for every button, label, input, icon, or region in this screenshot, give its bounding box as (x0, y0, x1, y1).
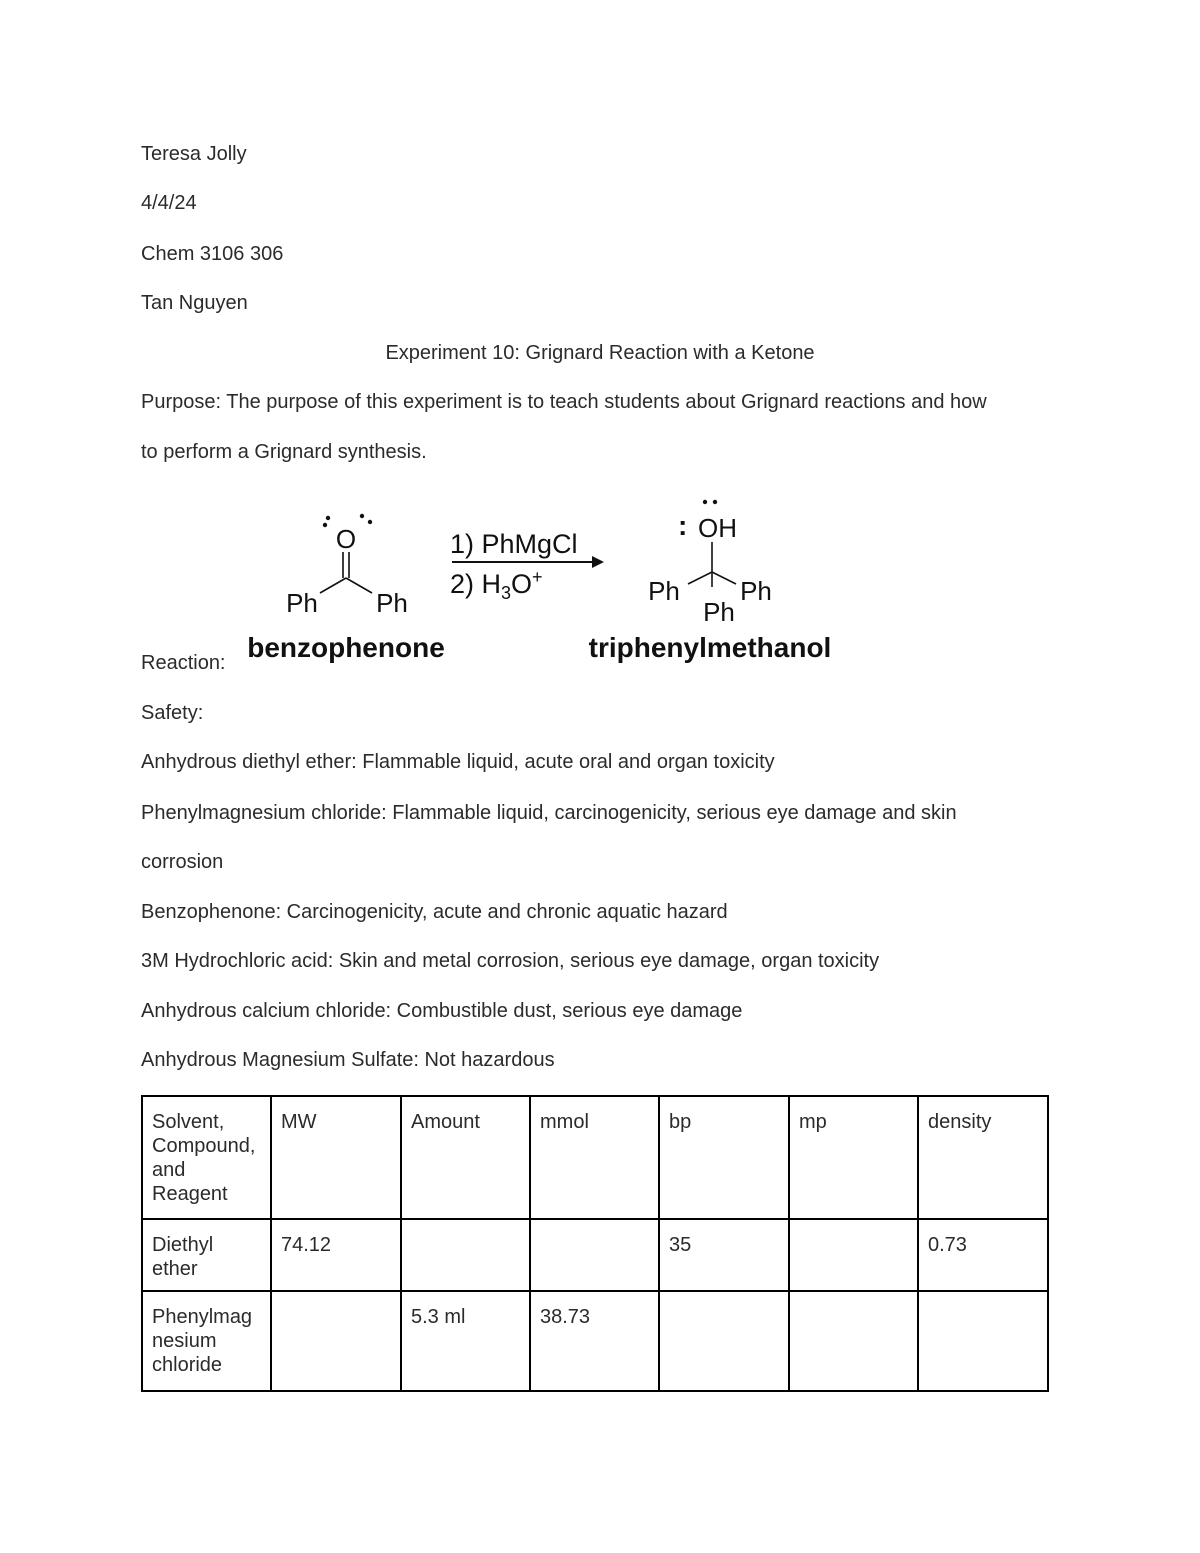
reactant-oxygen-label: O (335, 524, 357, 554)
reaction-scheme-graphic (240, 490, 860, 670)
table-cell (271, 1291, 401, 1391)
table-cell: 5.3 ml (401, 1291, 530, 1391)
author-name: Teresa Jolly (141, 143, 247, 165)
reagent-step-1: 1) PhMgCl (450, 529, 578, 559)
reagent-table (141, 1095, 1049, 1392)
safety-item: 3M Hydrochloric acid: Skin and metal corrosion, serious eye damage, organ toxicity (141, 950, 880, 972)
table-cell (659, 1291, 789, 1391)
table-cell: 38.73 (530, 1291, 659, 1391)
safety-item: Anhydrous diethyl ether: Flammable liquid, acute oral and organ toxicity (141, 751, 775, 773)
safety-item: corrosion (141, 851, 224, 873)
reaction-scheme (240, 490, 860, 670)
table-cell (789, 1219, 918, 1291)
table-header-cell: MW (271, 1096, 401, 1219)
table-header-cell: Solvent, Compound, and Reagent (142, 1096, 271, 1219)
purpose-line-2: to perform a Grignard synthesis. (141, 441, 427, 463)
safety-item: Phenylmagnesium chloride: Flammable liquid, carcinogenicity, serious eye damage and skin (141, 802, 957, 824)
page-title: Experiment 10: Grignard Reaction with a Ketone (385, 342, 815, 364)
table-cell (530, 1219, 659, 1291)
product-right-phenyl: Ph (740, 576, 772, 606)
triphenylmethanol-structure (589, 500, 832, 663)
table-header-row (142, 1096, 1048, 1219)
table-header-cell: mp (789, 1096, 918, 1219)
product-lone-pair: : (678, 510, 688, 541)
reaction-conditions (450, 529, 604, 603)
report-date: 4/4/24 (141, 192, 197, 214)
safety-item: Benzophenone: Carcinogenicity, acute and chronic aquatic hazard (141, 901, 728, 923)
reactant-right-phenyl: Ph (376, 588, 408, 618)
table-cell: Phenylmagnesium chloride (142, 1291, 271, 1391)
reagent-step-2: 2) $H_3O^+$ (450, 567, 543, 603)
table-row (142, 1219, 1048, 1291)
table-cell: 35 (659, 1219, 789, 1291)
benzophenone-structure (247, 514, 445, 663)
table-row (142, 1291, 1048, 1391)
product-hydroxyl-label: OH (698, 513, 737, 543)
table-cell: 74.12 (271, 1219, 401, 1291)
table-cell (789, 1291, 918, 1391)
product-name: triphenylmethanol (588, 632, 832, 663)
instructor-name: Tan Nguyen (141, 292, 248, 314)
safety-item: Anhydrous Magnesium Sulfate: Not hazardous (141, 1049, 555, 1071)
reaction-label: Reaction: (141, 652, 226, 674)
table-cell (401, 1219, 530, 1291)
reaction-arrow-icon (592, 556, 604, 568)
table-header-cell: density (918, 1096, 1048, 1219)
table-cell: Diethyl ether (142, 1219, 271, 1291)
table-cell (918, 1291, 1048, 1391)
product-left-phenyl: Ph (648, 576, 680, 606)
table-header-cell: Amount (401, 1096, 530, 1219)
table-header-cell: mmol (530, 1096, 659, 1219)
course-code: Chem 3106 306 (141, 243, 284, 265)
safety-item: Anhydrous calcium chloride: Combustible dust, serious eye damage (141, 1000, 743, 1022)
product-bottom-phenyl: Ph (703, 597, 735, 627)
table-cell: 0.73 (918, 1219, 1048, 1291)
reactant-name: benzophenone (247, 632, 445, 663)
reactant-left-phenyl: Ph (286, 588, 318, 618)
table-header-cell: bp (659, 1096, 789, 1219)
purpose-line-1: Purpose: The purpose of this experiment is to teach students about Grignard reactions and how (141, 391, 987, 413)
safety-heading: Safety: (141, 702, 204, 724)
